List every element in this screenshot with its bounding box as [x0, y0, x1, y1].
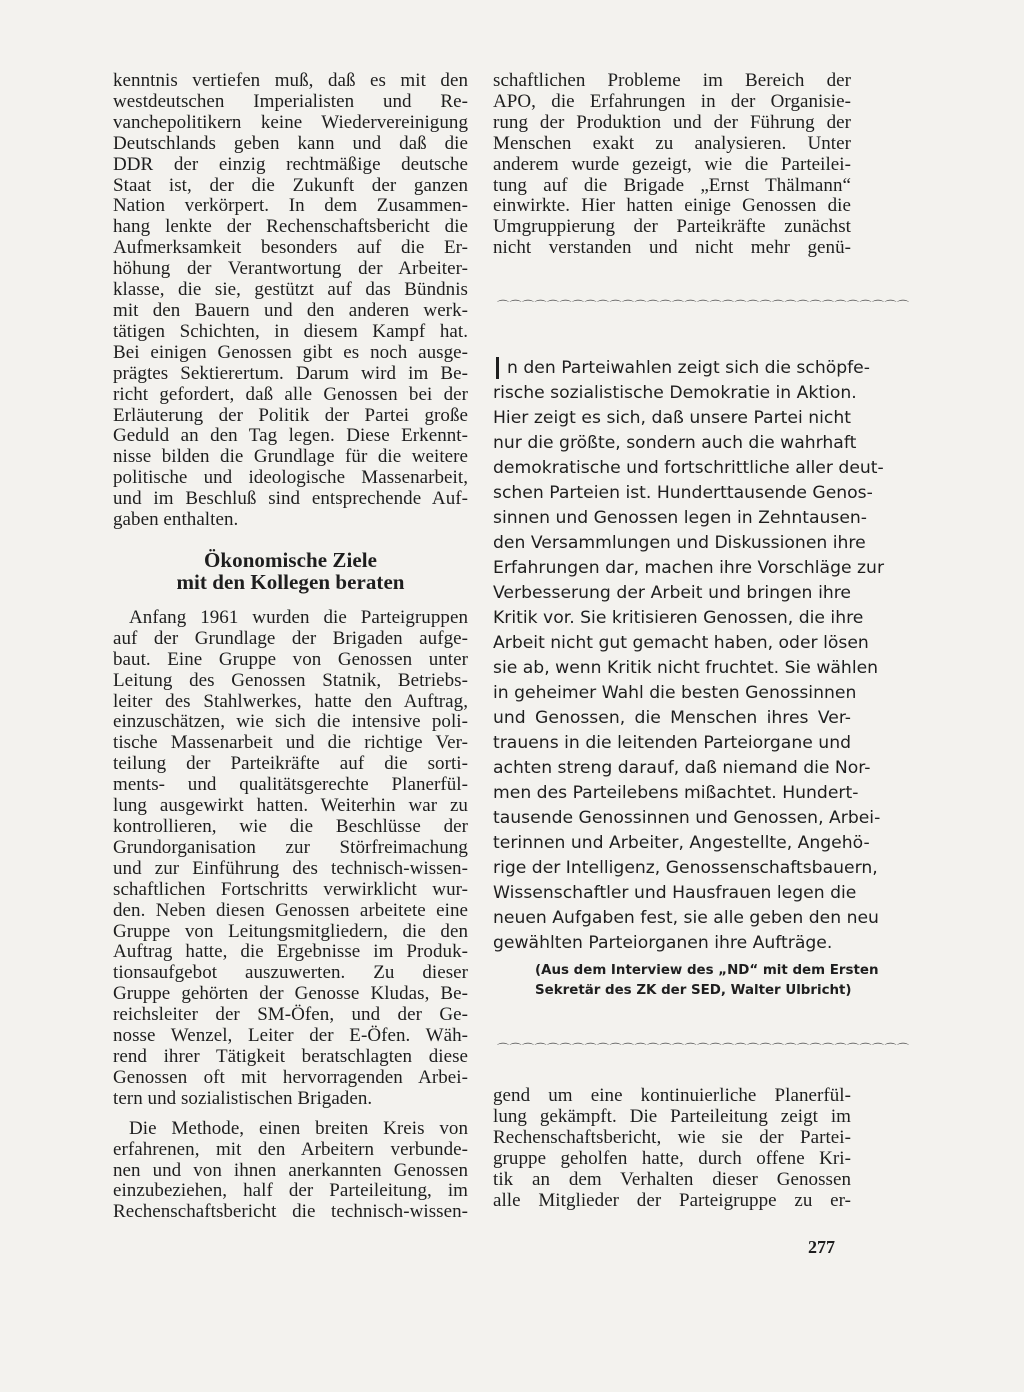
text-line: tionsaufgebot auszuwerten. Zu dieser	[113, 962, 468, 984]
text-line: gewählten Parteiorganen ihre Aufträge.	[493, 933, 833, 953]
right-column-top	[493, 71, 851, 259]
text-line: achten streng darauf, daß niemand die Nor-	[493, 758, 871, 778]
source-line: Sekretär des ZK der SED, Walter Ulbricht)	[535, 983, 852, 998]
text-line: den. Neben diesen Genossen arbeitete eine	[113, 899, 468, 921]
quote-source	[535, 961, 879, 1001]
text-line: Hier zeigt es sich, daß unsere Partei nicht	[493, 408, 851, 428]
text-line: klasse, die sie, gestützt auf das Bündnis	[113, 279, 468, 301]
text-line: Rechenschaftsbericht, wie sie der Partei-	[493, 1126, 851, 1148]
text-line: nicht verstanden und nicht mehr genü-	[493, 237, 851, 259]
text-line: tik an dem Verhalten dieser Genossen	[493, 1168, 851, 1190]
section-heading	[113, 549, 468, 593]
text-line: Verbesserung der Arbeit und bringen ihre	[493, 583, 851, 603]
text-line: gend um eine kontinuierliche Planerfül-	[493, 1085, 851, 1106]
text-line: Staat ist, der die Zukunft der ganzen	[113, 174, 468, 196]
text-line: n den Parteiwahlen zeigt sich die schöpfe-	[507, 358, 870, 378]
text-line: Rechenschaftsbericht die technisch-wissen-	[113, 1201, 468, 1223]
text-line: ments- und qualitätsgerechte Planerfül-	[113, 774, 468, 796]
text-line: in geheimer Wahl die besten Genossinnen	[493, 683, 857, 703]
text-line: mit den Bauern und den anderen werk-	[113, 299, 468, 321]
paragraph-2	[113, 608, 468, 1110]
text-line: Genossen oft mit hervorragenden Arbei-	[113, 1066, 468, 1088]
text-line: Kritik vor. Sie kritisieren Genossen, die ihre	[493, 608, 864, 628]
text-line: Geduld an den Tag legen. Diese Erkennt-	[113, 425, 468, 447]
text-line: höhung der Verantwortung der Arbeiter-	[113, 258, 468, 280]
text-line: Nation verkörpert. In dem Zusammen-	[113, 195, 468, 217]
text-line: vanchepolitikern keine Wiedervereinigung	[113, 111, 468, 133]
text-line: den Versammlungen und Diskussionen ihre	[493, 533, 866, 553]
text-line: reichsleiter der SM-Öfen, und der Ge-	[113, 1004, 468, 1026]
text-line: lung gekämpft. Die Parteileitung zeigt im	[493, 1105, 851, 1127]
text-line: anderem wurde gezeigt, wie die Parteilei-	[493, 153, 851, 175]
text-line: rend ihrer Tätigkeit beratschlagten diese	[113, 1045, 468, 1067]
text-line: teilung der Parteikräfte auf die sorti-	[113, 753, 468, 775]
text-line: Wissenschaftler und Hausfrauen legen die	[493, 883, 857, 903]
text-line: Gruppe von Leitungsmitgliedern, die den	[113, 920, 468, 942]
text-line: Umgruppierung der Parteikräfte zunächst	[493, 216, 851, 238]
heading-line: Ökonomische Ziele	[204, 547, 377, 572]
text-line: lung ausgewirkt hatten. Weiterhin war zu	[113, 795, 468, 817]
ornamental-divider-top: ⌒⌒⌒⌒⌒⌒⌒⌒⌒⌒⌒⌒⌒⌒⌒⌒⌒⌒⌒⌒⌒⌒⌒⌒⌒⌒⌒⌒⌒⌒⌒⌒⌒	[497, 299, 910, 313]
text-line: sinnen und Genossen legen in Zehntausen-	[493, 508, 867, 528]
ornamental-divider-bottom: ⌒⌒⌒⌒⌒⌒⌒⌒⌒⌒⌒⌒⌒⌒⌒⌒⌒⌒⌒⌒⌒⌒⌒⌒⌒⌒⌒⌒⌒⌒⌒⌒⌒	[497, 1042, 910, 1056]
text-line: und Genossen, die Menschen ihres Ver-	[493, 708, 851, 728]
text-line: Aufmerksamkeit besonders auf die Er-	[113, 237, 468, 259]
text-line: Leitung des Genossen Statnik, Betriebs-	[113, 669, 468, 691]
text-line: Bei einigen Genossen gibt es noch ausge-	[113, 341, 468, 363]
text-line: Arbeit nicht gut gemacht haben, oder lösen	[493, 633, 869, 653]
paragraph-3	[113, 1119, 468, 1224]
text-line: neuen Aufgaben fest, sie alle geben den neu	[493, 908, 879, 928]
paragraph-1	[113, 71, 468, 531]
text-line: prägtes Sektierertum. Darum wird im Be-	[113, 362, 468, 384]
text-line: baut. Eine Gruppe von Genossen unter	[113, 648, 468, 670]
text-line: Die Methode, einen breiten Kreis von	[129, 1117, 468, 1139]
text-line: tausende Genossinnen und Genossen, Arbei-	[493, 808, 881, 828]
text-line: gaben enthalten.	[113, 509, 239, 531]
text-line: Menschen exakt zu analysieren. Unter	[493, 132, 851, 154]
right-column-bottom	[493, 1086, 851, 1211]
text-line: demokratische und fortschrittliche aller deut-	[493, 458, 884, 478]
text-line: einzubeziehen, half der Parteileitung, im	[113, 1180, 468, 1202]
text-line: men des Parteilebens mißachtet. Hundert-	[493, 783, 859, 803]
text-line: Auftrag hatte, die Ergebnisse im Produk-	[113, 941, 468, 963]
text-line: schaftlichen Probleme im Bereich der	[493, 70, 851, 91]
left-column	[113, 71, 468, 1223]
text-line: nisse bilden die Grundlage für die weitere	[113, 446, 468, 468]
text-line: erfahrenen, mit den Arbeitern verbunde-	[113, 1138, 468, 1160]
text-line: sie ab, wenn Kritik nicht fruchtet. Sie wählen	[493, 658, 879, 678]
text-line: einzuschätzen, wie sich die intensive poli-	[113, 711, 468, 733]
text-line: tätigen Schichten, in diesem Kampf hat.	[113, 320, 468, 342]
text-line: DDR der einzig rechtmäßige deutsche	[113, 153, 468, 175]
text-line: alle Mitglieder der Parteigruppe zu er-	[493, 1189, 851, 1211]
text-line: APO, die Erfahrungen in der Organisie-	[493, 90, 851, 112]
text-line: hang lenkte der Rechenschaftsbericht die	[113, 216, 468, 238]
text-line: rische sozialistische Demokratie in Aktion.	[493, 383, 857, 403]
text-line: und zur Einführung des technisch-wissen-	[113, 857, 468, 879]
text-line: kenntnis vertiefen muß, daß es mit den	[113, 70, 468, 91]
text-line: westdeutschen Imperialisten und Re-	[113, 90, 468, 112]
text-line: schaftlichen Fortschritts verwirklicht wur-	[113, 878, 468, 900]
text-line: nosse Wenzel, Leiter der E-Öfen. Wäh-	[113, 1025, 468, 1047]
text-line: tische Massenarbeit und die richtige Ver-	[113, 732, 468, 754]
paragraph-right-top	[493, 71, 851, 259]
text-line: Deutschlands geben kann und daß die	[113, 132, 468, 154]
text-line: trauens in die leitenden Parteiorgane und	[493, 733, 851, 753]
text-line: tern und sozialistischen Brigaden.	[113, 1087, 373, 1109]
paragraph-right-bottom	[493, 1086, 851, 1211]
text-line: tung auf die Brigade „Ernst Thälmann“	[493, 174, 851, 196]
text-line: richt gefordert, daß alle Genossen bei der	[113, 383, 468, 405]
text-line: leiter des Stahlwerkes, hatte den Auftrag,	[113, 690, 468, 712]
text-line: gruppe geholfen hatte, durch offene Kri-	[493, 1147, 851, 1169]
text-line: politische und ideologische Massenarbeit,	[113, 467, 468, 489]
heading-line: mit den Kollegen beraten	[176, 569, 405, 594]
text-line: Erläuterung der Politik der Partei große	[113, 404, 468, 426]
text-line: rige der Intelligenz, Genossenschaftsbauern,	[493, 858, 878, 878]
source-line: (Aus dem Interview des „ND“ mit dem Ersten	[535, 963, 879, 978]
text-line: Gruppe gehörten der Genosse Kludas, Be-	[113, 983, 468, 1005]
text-line: auf der Grundlage der Brigaden aufge-	[113, 627, 468, 649]
text-line: Grundorganisation zur Störfreimachung	[113, 836, 468, 858]
text-line: Erfahrungen dar, machen ihre Vorschläge zur	[493, 558, 885, 578]
text-line: terinnen und Arbeiter, Angestellte, Angehö-	[493, 833, 870, 853]
page-number: 277	[808, 1237, 835, 1257]
quote-block	[493, 356, 885, 956]
text-line: rung der Produktion und der Führung der	[493, 111, 851, 133]
text-line: nen und von ihnen anerkannten Genossen	[113, 1159, 468, 1181]
text-line: nur die größte, sondern auch die wahrhaft	[493, 433, 857, 453]
text-line: kontrollieren, wie die Beschlüsse der	[113, 816, 468, 837]
text-line: und im Beschluß sind entsprechende Auf-	[113, 488, 468, 510]
text-line: Anfang 1961 wurden die Parteigruppen	[129, 606, 468, 628]
text-line: einwirkte. Hier hatten einige Genossen die	[493, 195, 851, 217]
text-line: schen Parteien ist. Hunderttausende Genos-	[493, 483, 873, 503]
